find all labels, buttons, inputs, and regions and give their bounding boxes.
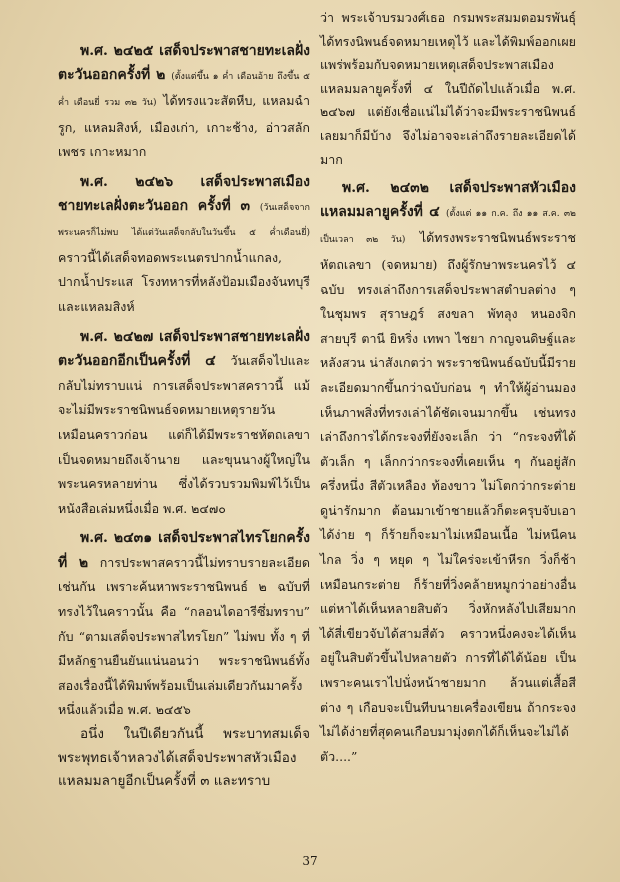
section-heading [58,171,310,320]
paragraph: ว่า พระเจ้าบรมวงศ์เธอ กรมพระสมมตอมรพันธุ์ ได้ทรงนิพนธ์จดหมายเหตุไว้ และได้พิมพ์ออกเผยแพร่พร้อมกับจดหมายเหตุเสด็จประพาสเมืองแหลมมลายูครั้งที่ ๔ ในปีถัดไปแล้วเมื่อ พ.ศ. ๒๔๖๗ แต่ยังเชื่อแน่ไม่ได้ว่าจะมีพระราชนิพนธ์เลยมาก็มีบ้าง จึงไม่อาจจะเล่าถึงรายละเอียดได้มาก [320,10,576,167]
section-body: วันเสด็จไปและกลับไม่ทราบแน่ การเสด็จประพาสคราวนี้ แม้จะไม่มีพระราชนิพนธ์จดหมายเหตุรายวันเหมือนคราวก่อน แต่ก็ได้มีพระราชหัตถเลขาเป็นจดหมายถึงเจ้านาย และขุนนางผู้ใหญ่ในพระนครหลายท่าน ซึ่งได้รวบรวมพิมพ์ไว้เป็นหนังสือเล่มหนึ่งเมื่อ พ.ศ. ๒๔๗๐ [58,353,310,516]
left-column [58,40,310,794]
heading-text: พ.ศ. ๒๔๓๑ เสด็จประพาสไทรโยกครั้งที่ ๒ [58,530,310,571]
section-heading [320,177,576,769]
section-body: ได้ทรงพระราชนิพนธ์พระราชหัตถเลขา (จดหมาย) ถึงผู้รักษาพระนครไว้ ๔ ฉบับ ทรงเล่าถึงการเสด็จประพาสตำบลต่าง ๆ ในชุมพร สุราษฎร์ สงขลา พัทลุง หนองจิก สายบุรี ตานี ยิหริ่ง เทพา ไชยา กาญจนดิษฐ์และหลังสวน น่าสังเกตว่า พระราชนิพนธ์ฉบับนี้มีรายละเอียดมากขึ้นกว่าฉบับก่อน ๆ ทำให้ผู้อ่านมองเห็นภาพสิ่งที่ทรงเล่าได้ชัดเจนมากขึ้น เช่นทรงเล่าถึงการได้กระจงที่ยังจะเล็ก ว่า “กระจงที่ได้ตัวเล็ก ๆ เล็กกว่ากระจงที่เคยเห็น ๆ กันอยู่สักครึ่งหนึ่ง สีตัวเหลือง ท้องขาว ไม่โตกว่ากระต่าย ดูน่ารักมาก ต้อนมาเข้าชายแล้วก็ตะครุบจับเอาได้ง่าย ๆ ก็ร้ายก็จะมาไม่เหมือนเนื้อ ไม่หนีคนไกล วิ่ง ๆ หยุด ๆ ไม่ใคร่จะเข้าหีรก วิ่งก็ช้าเหมือนกระต่าย ก็ร้ายที่วิ่งคล้ายหมูกว่าอย่างอื่น แต่หาได้เห็นหลายสิบตัว วิ่งหักหลังไปเสียมาก ได้สี่เขียวจับได้สามสี่ตัว คราวหนึ่งคงจะได้เห็นอยู่ในสิบตัวขึ้นไปหลายตัว การที่ได้ได้น้อย เป็นเพราะคนเราไปนั่งหน้าชายมาก ล้วนแต่เสื้อสีต่าง ๆ เกือบจะเป็นทีบนายเครื่องเขียน ถ้ากระจงไม่ได้ง่ายที่สุดคนเกือบมามุ่งตกได้ก็เห็นจะไม่ได้ตัว....” [320,230,577,764]
section-heading [58,40,310,165]
paragraph: อนึ่ง ในปีเดียวกันนี้ พระบาทสมเด็จพระพุทธเจ้าหลวงได้เสด็จประพาสหัวเมืองแหลมมลายูอีกเป็นครั้งที่ ๓ และทราบ [58,726,310,790]
section-body: ได้ทรงแวะสัตหีบ, แหลมฉำรูก, แหลมสิงห์, เมืองเก่า, เกาะช้าง, อ่าวสลักเพชร เกาะหมาก [58,93,310,160]
date-note: (ตั้งแต่ขึ้น ๑ ค่ำ เดือนอ้าย ถึงขึ้น ๕ ค่ำ เดือนยี่ รวม ๓๒ วัน) [58,71,310,109]
page-number: 37 [302,854,318,868]
date-note: (วันเสด็จจากพระนครก็ไม่พบ ได้แต่วันเสด็จกลับในวันขึ้น ๕ ค่ำเดือนยี่) [58,202,310,239]
right-column [320,6,576,769]
section-body: การประพาสคราวนี้ไม่ทราบรายละเอียดเช่นกัน เพราะค้นหาพระราชนิพนธ์ ๒ ฉบับที่ทรงไว้ในคราวนั้น คือ “กลอนไดอารีซึ่มทราบ” กับ “ตามเสด็จประพาสไทรโยก” ไม่พบ ทั้ง ๆ ที่มีหลักฐานยืนยันแน่นอนว่า พระราชนิพนธ์ทั้งสองเรื่องนี้ได้พิมพ์พร้อมเป็นเล่มเดียวกันมาครั้งหนึ่งแล้วเมื่อ พ.ศ. ๒๔๕๖ [58,554,310,718]
section-body: คราวนี้ได้เสด็จทอดพระเนตรปากน้ำแกลง, ปากน้ำประแส โรงทหารที่หลังป้อมเมืองจันทบุรี และแหลมสิงห์ [58,249,310,314]
heading-text: พ.ศ. ๒๔๒๖ เสด็จประพาสเมืองชายทะเลฝั่งตะวันออก ครั้งที่ ๓ [58,173,310,214]
section-heading [58,527,310,723]
heading-text: พ.ศ. ๒๔๓๒ เสด็จประพาสหัวเมืองแหลมมลายูครั้งที่ ๔ [320,180,576,220]
date-note: (ตั้งแต่ ๑๑ ก.ค. ถึง ๑๑ ส.ค. ๓๒ เป็นเวลา ๓๒ วัน) [320,208,576,246]
section-heading [58,326,310,522]
heading-text: พ.ศ. ๒๔๒๗ เสด็จประพาสชายทะเลฝั่งตะวันออกอีกเป็นครั้งที่ ๔ [58,328,310,370]
heading-text: พ.ศ. ๒๔๒๕ เสด็จประพาสชายทะเลฝั่งตะวันออกครั้งที่ ๒ [58,43,310,83]
